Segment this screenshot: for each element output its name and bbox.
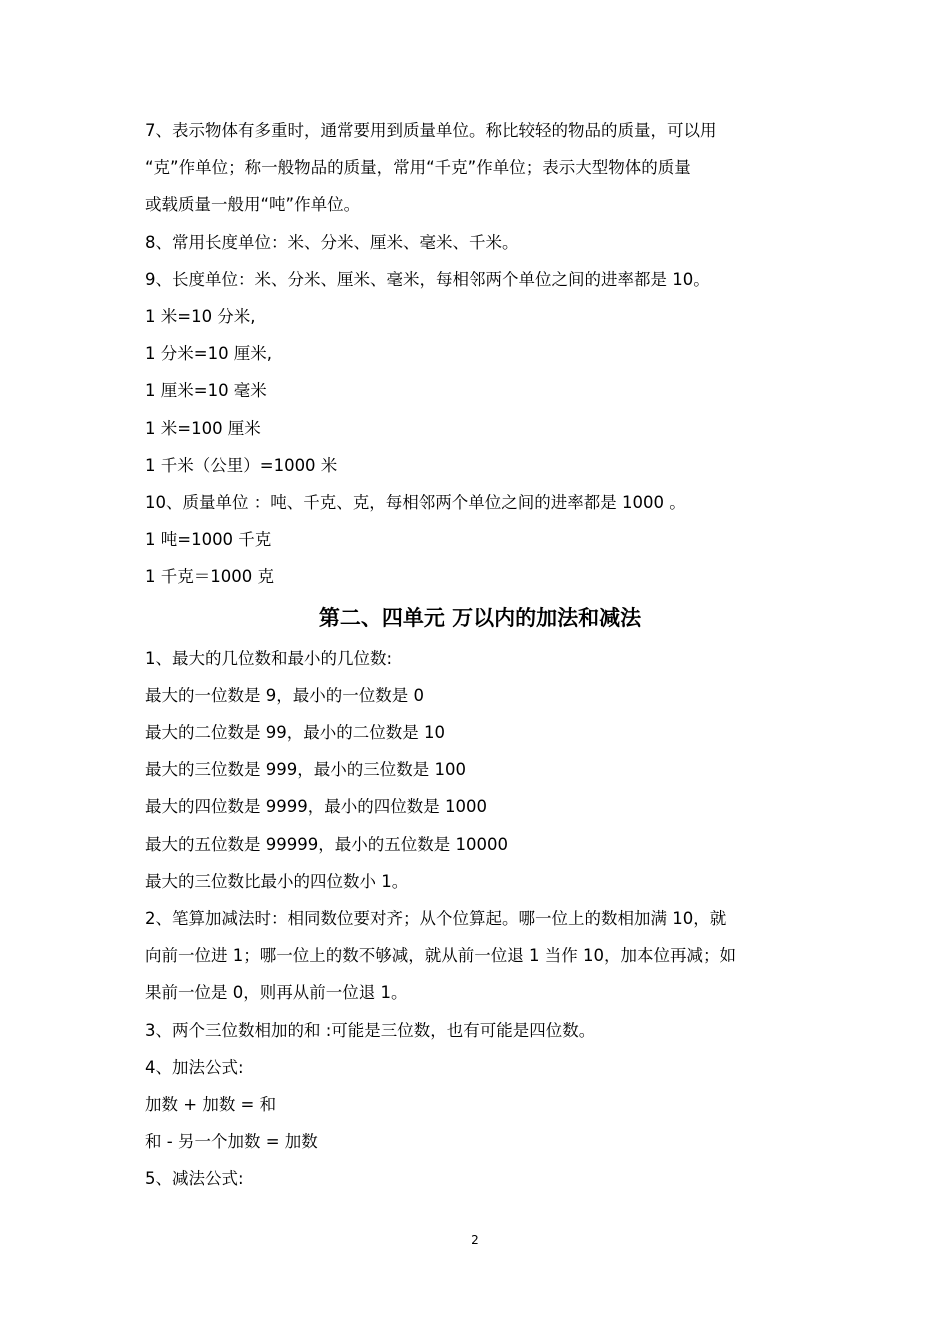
text-line: 1 吨=1000 千克: [145, 530, 272, 550]
text-line: 最大的三位数比最小的四位数小 1。: [145, 871, 409, 891]
text-line: 1 厘米=10 毫米: [145, 381, 267, 401]
text-line: 7、表示物体有多重时，通常要用到质量单位。称比较轻的物品的质量，可以用: [145, 121, 717, 140]
text-line: 10、质量单位 ：吨、千克、克，每相邻两个单位之间的进率都是 1000 。: [145, 493, 686, 513]
text-line: 最大的一位数是 9，最小的一位数是 0: [145, 685, 424, 705]
page-content: [145, 112, 807, 1198]
text-line: 1 米=100 厘米: [145, 418, 261, 438]
text-line: 5、减法公式:: [145, 1169, 244, 1189]
text-line: 3、两个三位数相加的和 :可能是三位数，也有可能是四位数。: [145, 1020, 596, 1040]
text-line: 1 分米=10 厘米,: [145, 344, 273, 364]
page-number: 2: [471, 1233, 479, 1247]
text-line: 向前一位进 1；哪一位上的数不够减，就从前一位退 1 当作 10，加本位再减；如: [145, 946, 736, 966]
text-line: 或载质量一般用“吨”作单位。: [145, 195, 361, 215]
text-line: 最大的四位数是 9999，最小的四位数是 1000: [145, 797, 487, 817]
text-line: “克”作单位；称一般物品的质量，常用“千克”作单位；表示大型物体的质量: [145, 158, 691, 178]
text-line: 2、笔算加减法时：相同数位要对齐；从个位算起。哪一位上的数相加满 10，就: [145, 909, 727, 929]
text-line: 1 米=10 分米,: [145, 307, 256, 327]
section-heading: 第二、四单元 万以内的加法和减法: [318, 604, 642, 630]
text-line: 8、常用长度单位：米、分米、厘米、毫米、千米。: [145, 232, 519, 252]
text-line: 9、长度单位：米、分米、厘米、毫米，每相邻两个单位之间的进率都是 10。: [145, 269, 710, 289]
text-line: 最大的三位数是 999，最小的三位数是 100: [145, 760, 466, 780]
text-line: 1 千米（公里）=1000 米: [145, 455, 338, 475]
text-line: 1、最大的几位数和最小的几位数:: [145, 648, 393, 668]
text-line: 和 - 另一个加数 = 加数: [145, 1132, 318, 1152]
text-line: 最大的五位数是 99999，最小的五位数是 10000: [145, 834, 508, 854]
text-line: 最大的二位数是 99，最小的二位数是 10: [145, 723, 445, 743]
text-line: 4、加法公式:: [145, 1057, 244, 1077]
text-line: 果前一位是 0，则再从前一位退 1。: [145, 983, 408, 1003]
text-line: 1 千克＝1000 克: [145, 567, 274, 587]
text-line: 加数 + 加数 = 和: [145, 1095, 277, 1115]
